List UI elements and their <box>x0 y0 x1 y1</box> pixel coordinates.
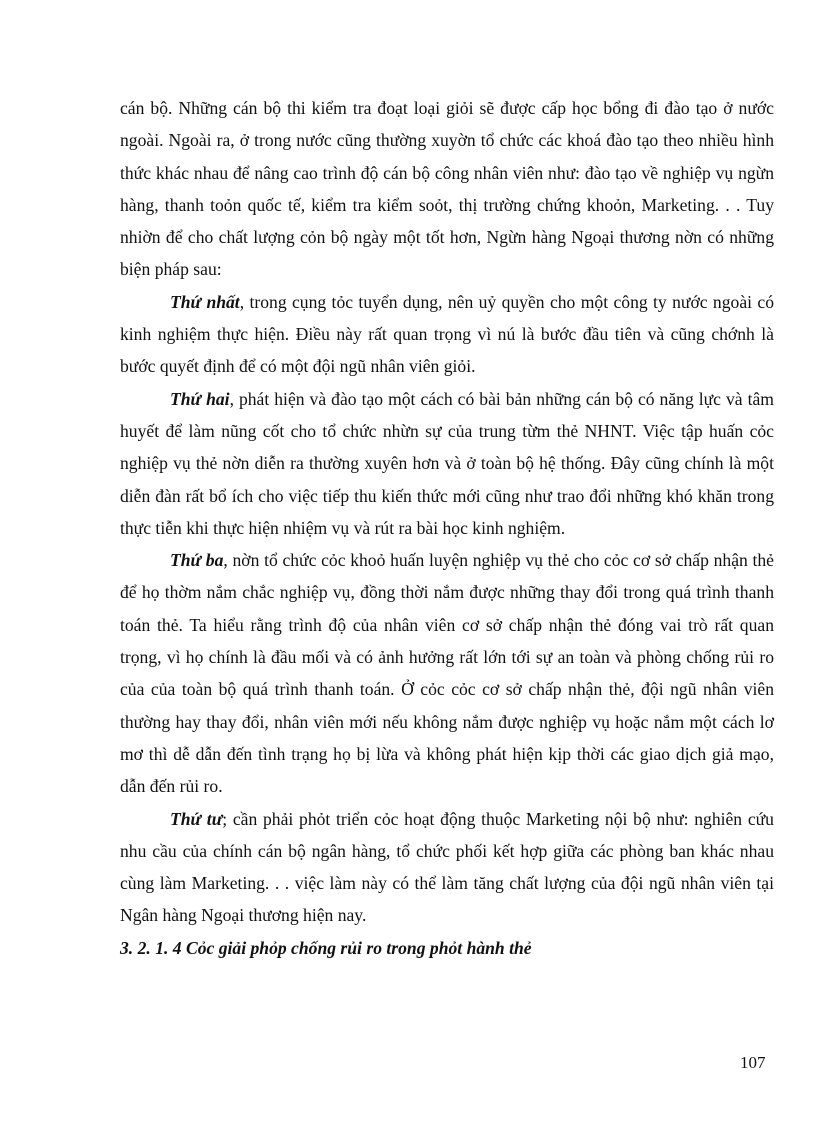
body-text <box>120 92 774 964</box>
paragraph-third-lead: Thứ ba <box>170 550 224 571</box>
paragraph-third-text: , nờn tổ chức cỏc khoỏ huấn luyện nghiệp vụ thẻ cho cỏc cơ sở chấp nhận thẻ để họ thờm nắm chắc nghiệp vụ, đồng thời nắm được những thay đổi trong quá trình thanh toán thẻ. Ta hiểu rằng trình độ của nhân viên cơ sở chấp nhận thẻ đóng vai trò rất quan trọng, vì họ chính là đầu mối và có ảnh hưởng rất lớn tới sự an toàn và phòng chống rủi ro của của toàn bộ quá trình thanh toán. Ở cỏc cỏc cơ sở chấp nhận thẻ, đội ngũ nhân viên thường hay thay đổi, nhân viên mới nếu không nắm được nghiệp vụ hoặc nắm một cách lơ mơ thì dễ dẫn đến tình trạng họ bị lừa và không phát hiện kịp thời các giao dịch giả mạo, dẫn đến rủi ro. <box>120 550 774 797</box>
section-heading: 3. 2. 1. 4 Cỏc giải phỏp chống rủi ro trong phỏt hành thẻ <box>120 937 532 958</box>
paragraph-fourth-text: ; cần phải phỏt triển cỏc hoạt động thuộc Marketing nội bộ như: nghiên cứu nhu cầu của chính cán bộ ngân hàng, tổ chức phối kết hợp giữa các phòng ban khác nhau cùng làm Marketing. . . việc làm này có thể làm tăng chất lượng của đội ngũ nhân viên tại Ngân hàng Ngoại thương hiện nay. <box>120 808 774 926</box>
paragraph-intro-text: cán bộ. Những cán bộ thi kiểm tra đoạt loại giỏi sẽ được cấp học bổng đi đào tạo ở nước ngoài. Ngoài ra, ở trong nước cũng thường xuyờn tổ chức các khoá đào tạo theo nhiều hình thức khác nhau để nâng cao trình độ cán bộ công nhân viên như: đào tạo về nghiệp vụ ngừn hàng, thanh toỏn quốc tế, kiểm tra kiểm soỏt, thị trường chứng khoỏn, Marketing. . . Tuy nhiờn để cho chất lượng cỏn bộ ngày một tốt hơn, Ngừn hàng Ngoại thương nờn có những biện pháp sau: <box>120 98 774 280</box>
paragraph-first <box>120 286 774 383</box>
paragraph-second-lead: Thứ hai <box>170 388 230 409</box>
paragraph-fourth-lead: Thứ tư <box>170 808 223 829</box>
paragraph-intro <box>120 92 774 286</box>
paragraph-second <box>120 383 774 544</box>
paragraph-second-text: , phát hiện và đào tạo một cách có bài bản những cán bộ có năng lực và tâm huyết để làm nũng cốt cho tổ chức nhừn sự của trung từm thẻ NHNT. Việc tập huấn cỏc nghiệp vụ thẻ nờn diễn ra thường xuyên hơn và ở toàn bộ hệ thống. Đây cũng chính là một diễn đàn rất bổ ích cho việc tiếp thu kiến thức mới cũng như trao đổi những khó khăn trong thực tiễn khi thực hiện nhiệm vụ và rút ra bài học kinh nghiệm. <box>120 388 774 538</box>
page-number: 107 <box>740 1053 766 1072</box>
paragraph-first-lead: Thứ nhất <box>170 291 240 312</box>
paragraph-third <box>120 544 774 802</box>
paragraph-fourth <box>120 803 774 932</box>
paragraph-first-text: , trong cụng tỏc tuyển dụng, nên uỷ quyền cho một công ty nước ngoài có kinh nghiệm thực hiện. Điều này rất quan trọng vì nú là bước đầu tiên và cũng chớnh là bước quyết định để có một đội ngũ nhân viên giỏi. <box>120 291 774 377</box>
